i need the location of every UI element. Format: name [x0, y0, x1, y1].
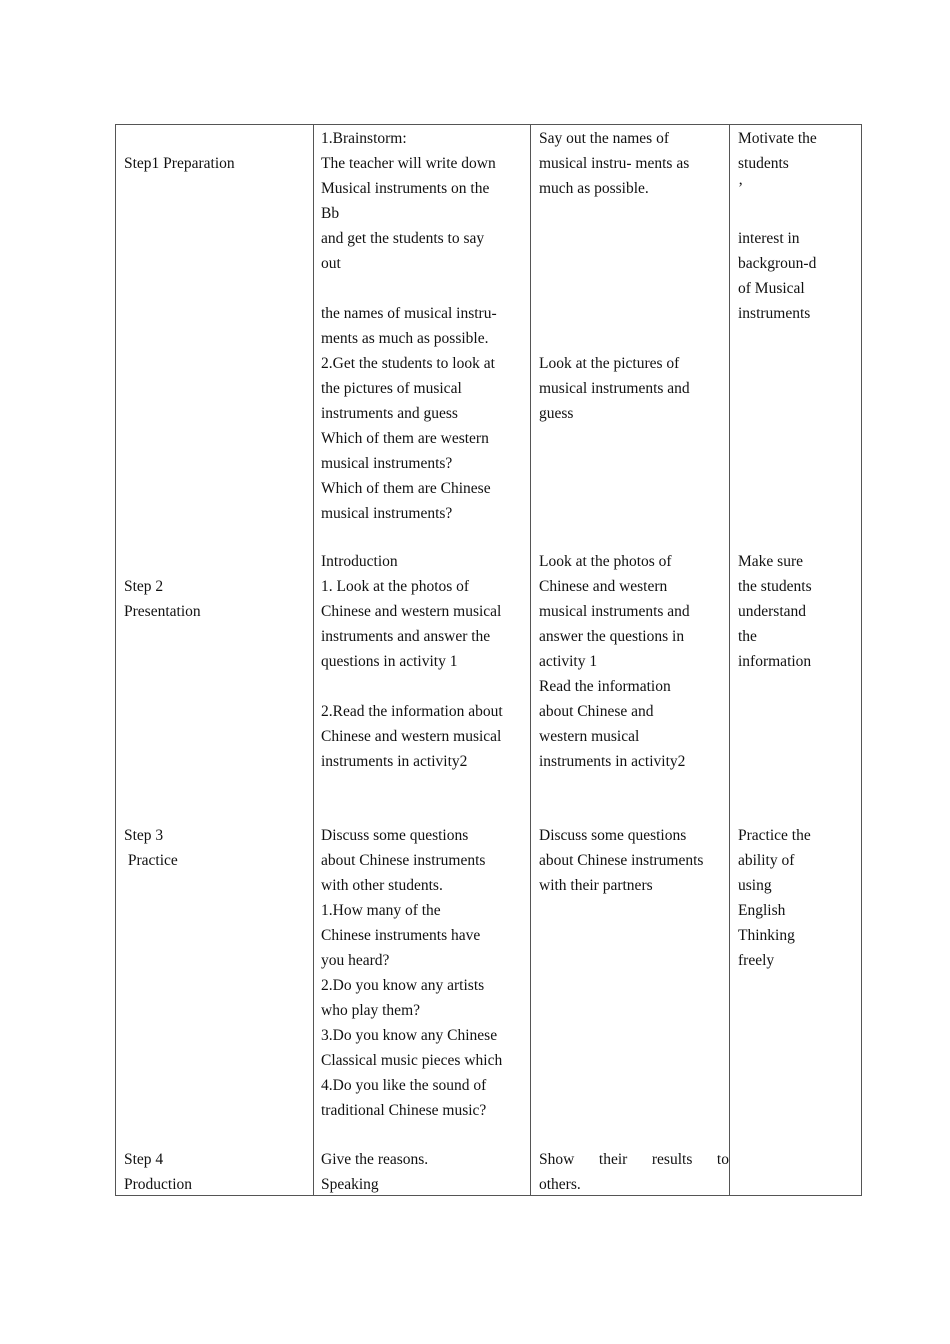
- cell-text-line: 4.Do you like the sound of: [321, 1077, 487, 1094]
- cell-text-line: backgroun-d: [738, 255, 817, 272]
- purpose-cell: [738, 823, 858, 973]
- cell-text-line: Chinese and western musical: [321, 603, 502, 620]
- cell-text-line: 1.How many of the: [321, 902, 441, 919]
- cell-text-line: Practice: [124, 852, 178, 869]
- cell-text-line: Read the information: [539, 678, 671, 695]
- cell-text-line: freely: [738, 952, 775, 969]
- cell-text-line: Bb: [321, 205, 340, 222]
- cell-text-line: [321, 276, 526, 301]
- cell-text-line: activity 1: [539, 653, 598, 670]
- cell-text-line: Show their results to: [539, 1151, 729, 1168]
- cell-text-line: [539, 276, 729, 301]
- cell-text-line: understand: [738, 603, 807, 620]
- column-divider: [313, 125, 314, 1195]
- cell-text-line: Chinese instruments have: [321, 927, 481, 944]
- cell-text-line: questions in activity 1: [321, 653, 458, 670]
- cell-text-line: about Chinese instruments: [539, 852, 704, 869]
- cell-text-line: musical instruments?: [321, 455, 453, 472]
- step-cell: [124, 823, 304, 873]
- cell-text-line: Say out the names of: [539, 130, 670, 147]
- cell-text-line: guess: [539, 405, 574, 422]
- column-divider: [530, 125, 531, 1195]
- cell-text-line: English: [738, 902, 786, 919]
- cell-text-line: Look at the photos of: [539, 553, 672, 570]
- cell-text-line: Which of them are Chinese: [321, 480, 491, 497]
- cell-text-line: others.: [539, 1176, 581, 1193]
- teacher-activity-cell: [321, 823, 526, 1123]
- cell-text-line: [124, 549, 304, 574]
- cell-text-line: Discuss some questions: [321, 827, 469, 844]
- cell-text-line: instruments in activity2: [321, 753, 468, 770]
- cell-text-line: Step 2: [124, 578, 164, 595]
- cell-text-line: ability of: [738, 852, 795, 869]
- cell-text-line: the: [738, 628, 757, 645]
- cell-text-line: Practice the: [738, 827, 811, 844]
- cell-text-line: the pictures of musical: [321, 380, 462, 397]
- cell-text-line: ments as much as possible.: [321, 330, 489, 347]
- teacher-activity-cell: [321, 1147, 526, 1197]
- column-divider: [729, 125, 730, 1195]
- cell-text-line: ’: [738, 180, 744, 197]
- cell-text-line: about Chinese instruments: [321, 852, 486, 869]
- cell-text-line: Motivate the: [738, 130, 817, 147]
- cell-text-line: traditional Chinese music?: [321, 1102, 487, 1119]
- step-cell: [124, 126, 304, 176]
- cell-text-line: interest in: [738, 230, 800, 247]
- cell-text-line: musical instruments?: [321, 505, 453, 522]
- cell-text-line: students: [738, 155, 789, 172]
- cell-text-line: 1. Look at the photos of: [321, 578, 470, 595]
- cell-text-line: Thinking: [738, 927, 795, 944]
- cell-text-line: [539, 301, 729, 326]
- cell-text-line: and get the students to say: [321, 230, 485, 247]
- purpose-cell: [738, 126, 858, 326]
- step-cell: [124, 549, 304, 624]
- cell-text-line: answer the questions in: [539, 628, 685, 645]
- cell-text-line: Make sure: [738, 553, 803, 570]
- cell-text-line: Musical instruments on the: [321, 180, 490, 197]
- cell-text-line: Production: [124, 1176, 193, 1193]
- cell-text-line: 1.Brainstorm:: [321, 130, 407, 147]
- cell-text-line: instruments in activity2: [539, 753, 686, 770]
- cell-text-line: musical instru- ments as: [539, 155, 690, 172]
- cell-text-line: Step 3: [124, 827, 164, 844]
- teacher-activity-cell: [321, 126, 526, 526]
- cell-text-line: The teacher will write down: [321, 155, 496, 172]
- cell-text-line: Classical music pieces which: [321, 1052, 503, 1069]
- student-activity-cell: [539, 1147, 729, 1197]
- cell-text-line: 2.Do you know any artists: [321, 977, 485, 994]
- student-activity-cell: [539, 126, 729, 426]
- cell-text-line: information: [738, 653, 812, 670]
- cell-text-line: using: [738, 877, 772, 894]
- cell-text-line: Which of them are western: [321, 430, 489, 447]
- cell-text-line: Give the reasons.: [321, 1151, 429, 1168]
- cell-text-line: [124, 126, 304, 151]
- purpose-cell: [738, 549, 858, 674]
- student-activity-cell: [539, 823, 729, 898]
- cell-text-line: Look at the pictures of: [539, 355, 680, 372]
- cell-text-line: Discuss some questions: [539, 827, 687, 844]
- student-activity-cell: [539, 549, 729, 774]
- cell-text-line: of Musical: [738, 280, 805, 297]
- cell-text-line: 3.Do you know any Chinese: [321, 1027, 498, 1044]
- cell-text-line: the students: [738, 578, 812, 595]
- cell-text-line: [321, 674, 526, 699]
- cell-text-line: Step1 Preparation: [124, 155, 235, 172]
- teacher-activity-cell: [321, 549, 526, 774]
- cell-text-line: 2.Read the information about: [321, 703, 503, 720]
- cell-text-line: musical instruments and: [539, 380, 690, 397]
- cell-text-line: Presentation: [124, 603, 201, 620]
- cell-text-line: much as possible.: [539, 180, 649, 197]
- cell-text-line: [539, 226, 729, 251]
- cell-text-line: [738, 201, 858, 226]
- cell-text-line: the names of musical instru-: [321, 305, 497, 322]
- cell-text-line: Introduction: [321, 553, 398, 570]
- cell-text-line: with their partners: [539, 877, 653, 894]
- cell-text-line: Chinese and western: [539, 578, 668, 595]
- cell-text-line: Speaking: [321, 1176, 379, 1193]
- cell-text-line: instruments and answer the: [321, 628, 491, 645]
- cell-text-line: Chinese and western musical: [321, 728, 502, 745]
- cell-text-line: instruments: [738, 305, 811, 322]
- cell-text-line: who play them?: [321, 1002, 421, 1019]
- cell-text-line: instruments and guess: [321, 405, 458, 422]
- cell-text-line: 2.Get the students to look at: [321, 355, 495, 372]
- cell-text-line: western musical: [539, 728, 640, 745]
- step-cell: [124, 1147, 304, 1197]
- cell-text-line: [539, 201, 729, 226]
- cell-text-line: out: [321, 255, 341, 272]
- cell-text-line: [539, 251, 729, 276]
- cell-text-line: [539, 326, 729, 351]
- cell-text-line: you heard?: [321, 952, 390, 969]
- cell-text-line: about Chinese and: [539, 703, 654, 720]
- cell-text-line: musical instruments and: [539, 603, 690, 620]
- cell-text-line: with other students.: [321, 877, 443, 894]
- lesson-plan-table: [115, 124, 862, 1196]
- cell-text-line: Step 4: [124, 1151, 164, 1168]
